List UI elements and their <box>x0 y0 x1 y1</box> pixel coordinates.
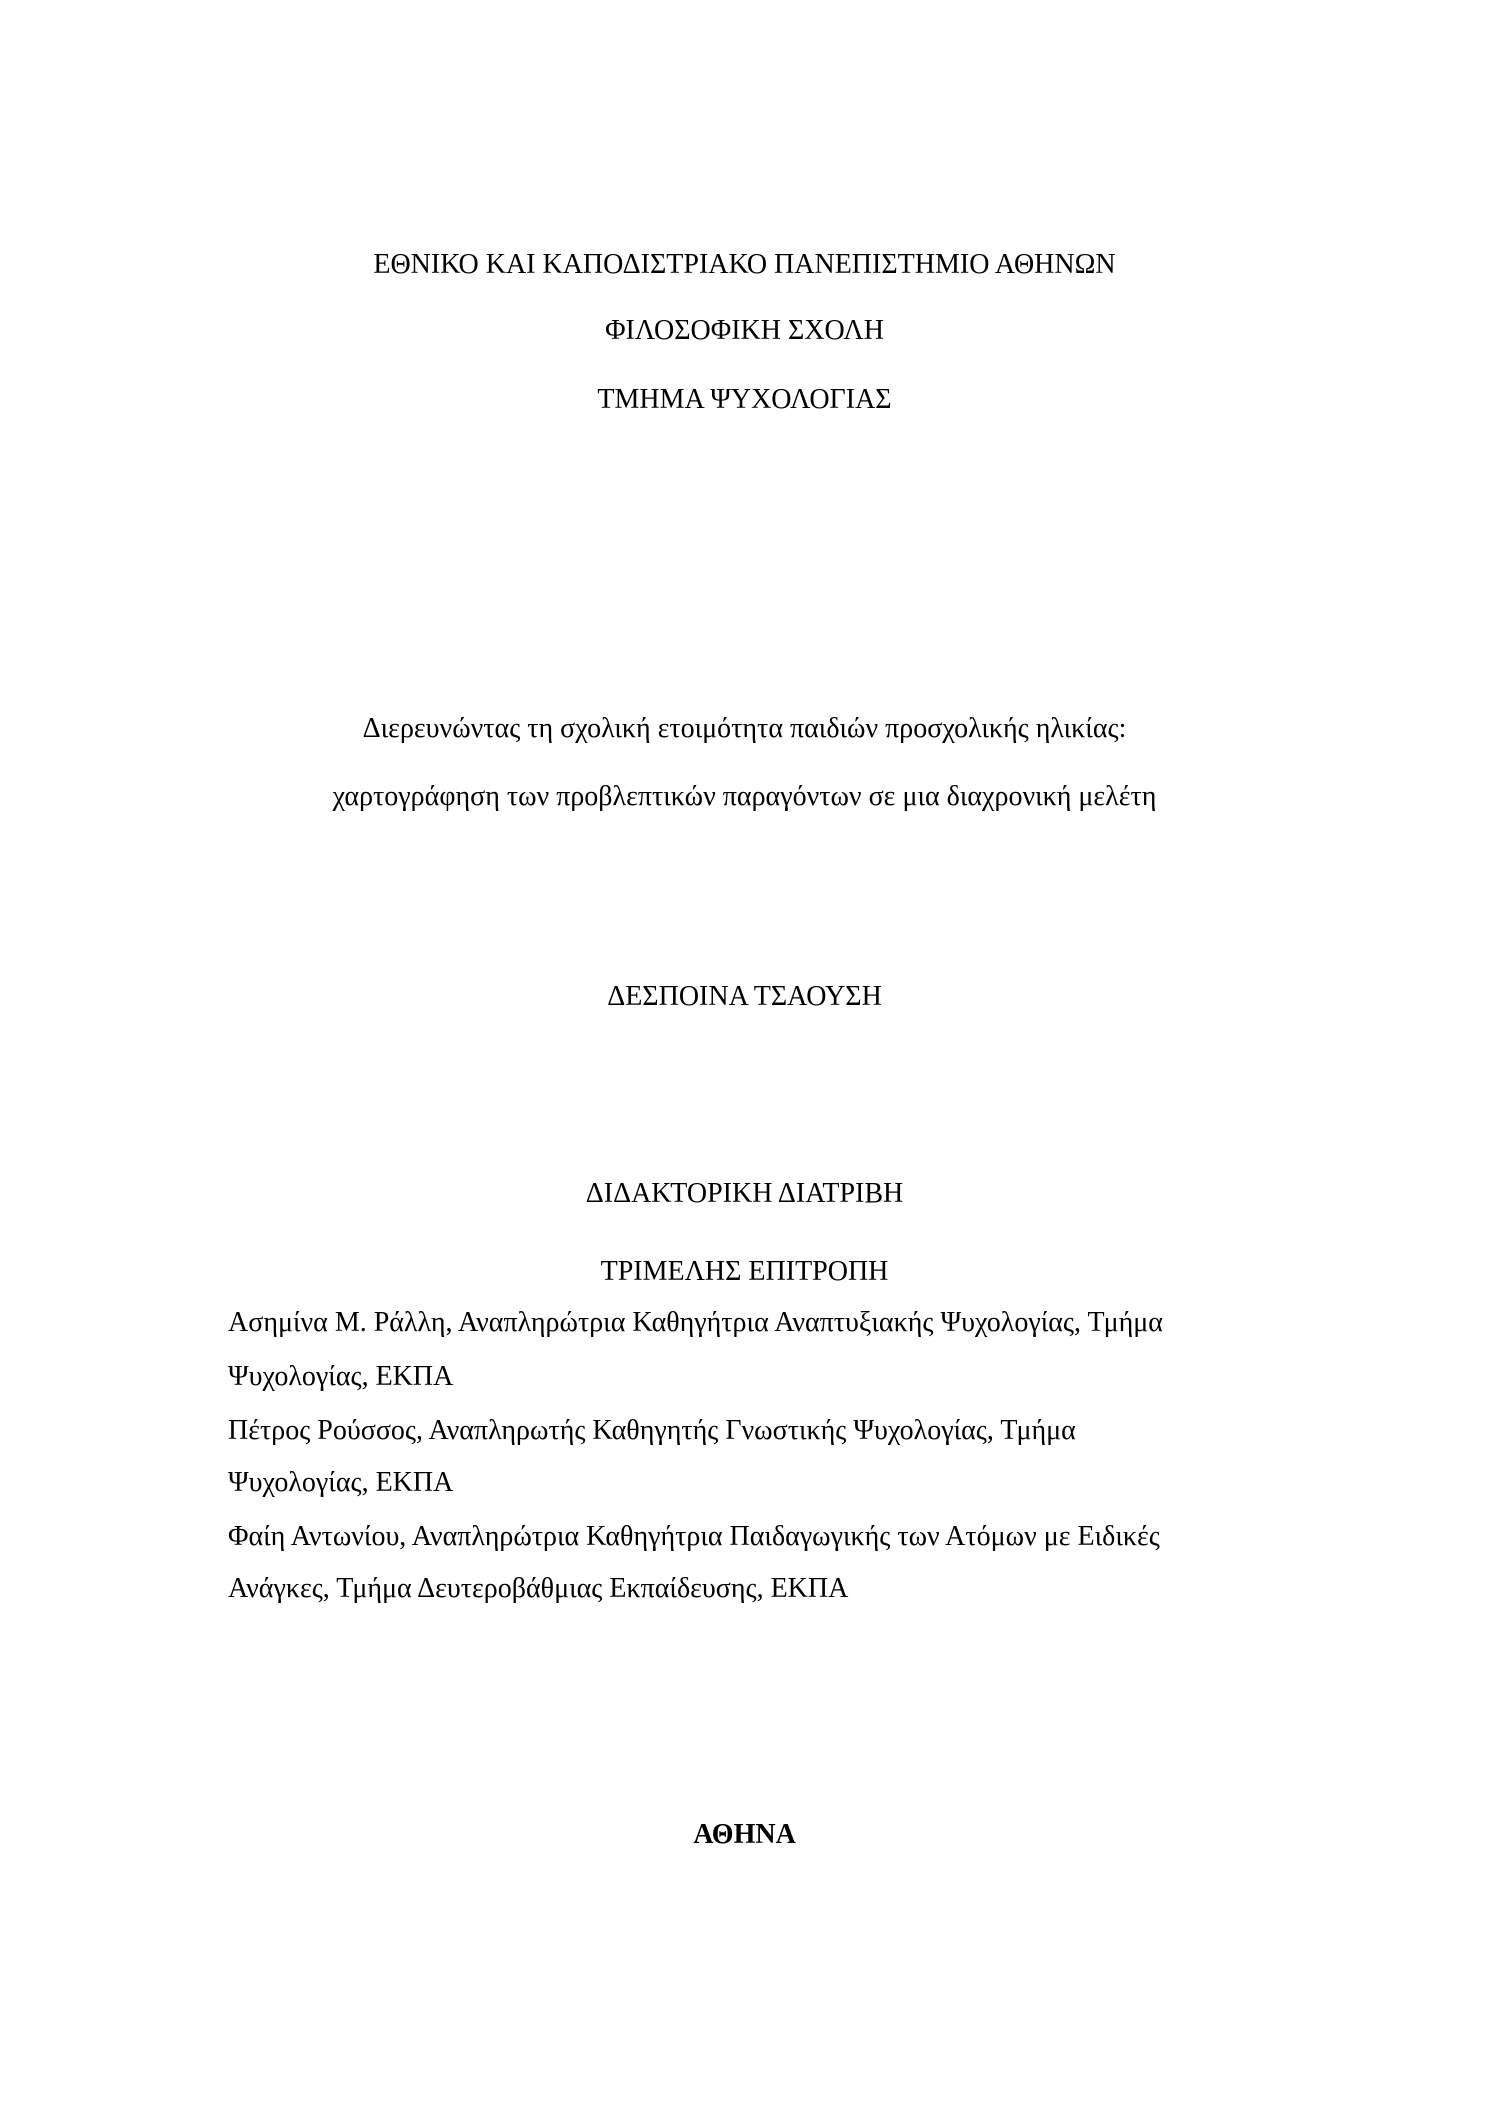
school-name: ΦΙΛΟΣΟΦΙΚΗ ΣΧΟΛΗ <box>605 315 884 346</box>
committee-member-line: Ψυχολογίας, ΕΚΠΑ <box>228 1467 454 1498</box>
author-name: ΔΕΣΠΟΙΝΑ ΤΣΑΟΥΣΗ <box>607 981 882 1012</box>
committee-member-line: Ψυχολογίας, ΕΚΠΑ <box>228 1361 454 1392</box>
document-type: ΔΙΔΑΚΤΟΡΙΚΗ ΔΙΑΤΡΙΒΗ <box>585 1178 904 1209</box>
committee-member-line: Πέτρος Ρούσσος, Αναπληρωτής Καθηγητής Γνωστικής Ψυχολογίας, Τμήμα <box>228 1415 1076 1446</box>
committee-member-line: Ανάγκες, Τμήμα Δευτεροβάθμιας Εκπαίδευσης, ΕΚΠΑ <box>228 1573 849 1604</box>
university-name: ΕΘΝΙΚΟ ΚΑΙ ΚΑΠΟΔΙΣΤΡΙΑΚΟ ΠΑΝΕΠΙΣΤΗΜΙΟ ΑΘΗΝΩΝ <box>373 249 1116 280</box>
department-name: ΤΜΗΜΑ ΨΥΧΟΛΟΓΙΑΣ <box>597 384 892 415</box>
place-name: ΑΘΗΝΑ <box>693 1819 796 1850</box>
thesis-title-line-1: Διερευνώντας τη σχολική ετοιμότητα παιδιών προσχολικής ηλικίας: <box>362 713 1127 744</box>
committee-member-line: Ασημίνα Μ. Ράλλη, Αναπληρώτρια Καθηγήτρια Αναπτυξιακής Ψυχολογίας, Τμήμα <box>228 1307 1163 1338</box>
committee-heading: ΤΡΙΜΕΛΗΣ ΕΠΙΤΡΟΠΗ <box>600 1256 889 1287</box>
committee-member-line: Φαίη Αντωνίου, Αναπληρώτρια Καθηγήτρια Παιδαγωγικής των Ατόμων με Ειδικές <box>228 1521 1160 1552</box>
thesis-title-line-2: χαρτογράφηση των προβλεπτικών παραγόντων σε μια διαχρονική μελέτη <box>332 781 1157 812</box>
